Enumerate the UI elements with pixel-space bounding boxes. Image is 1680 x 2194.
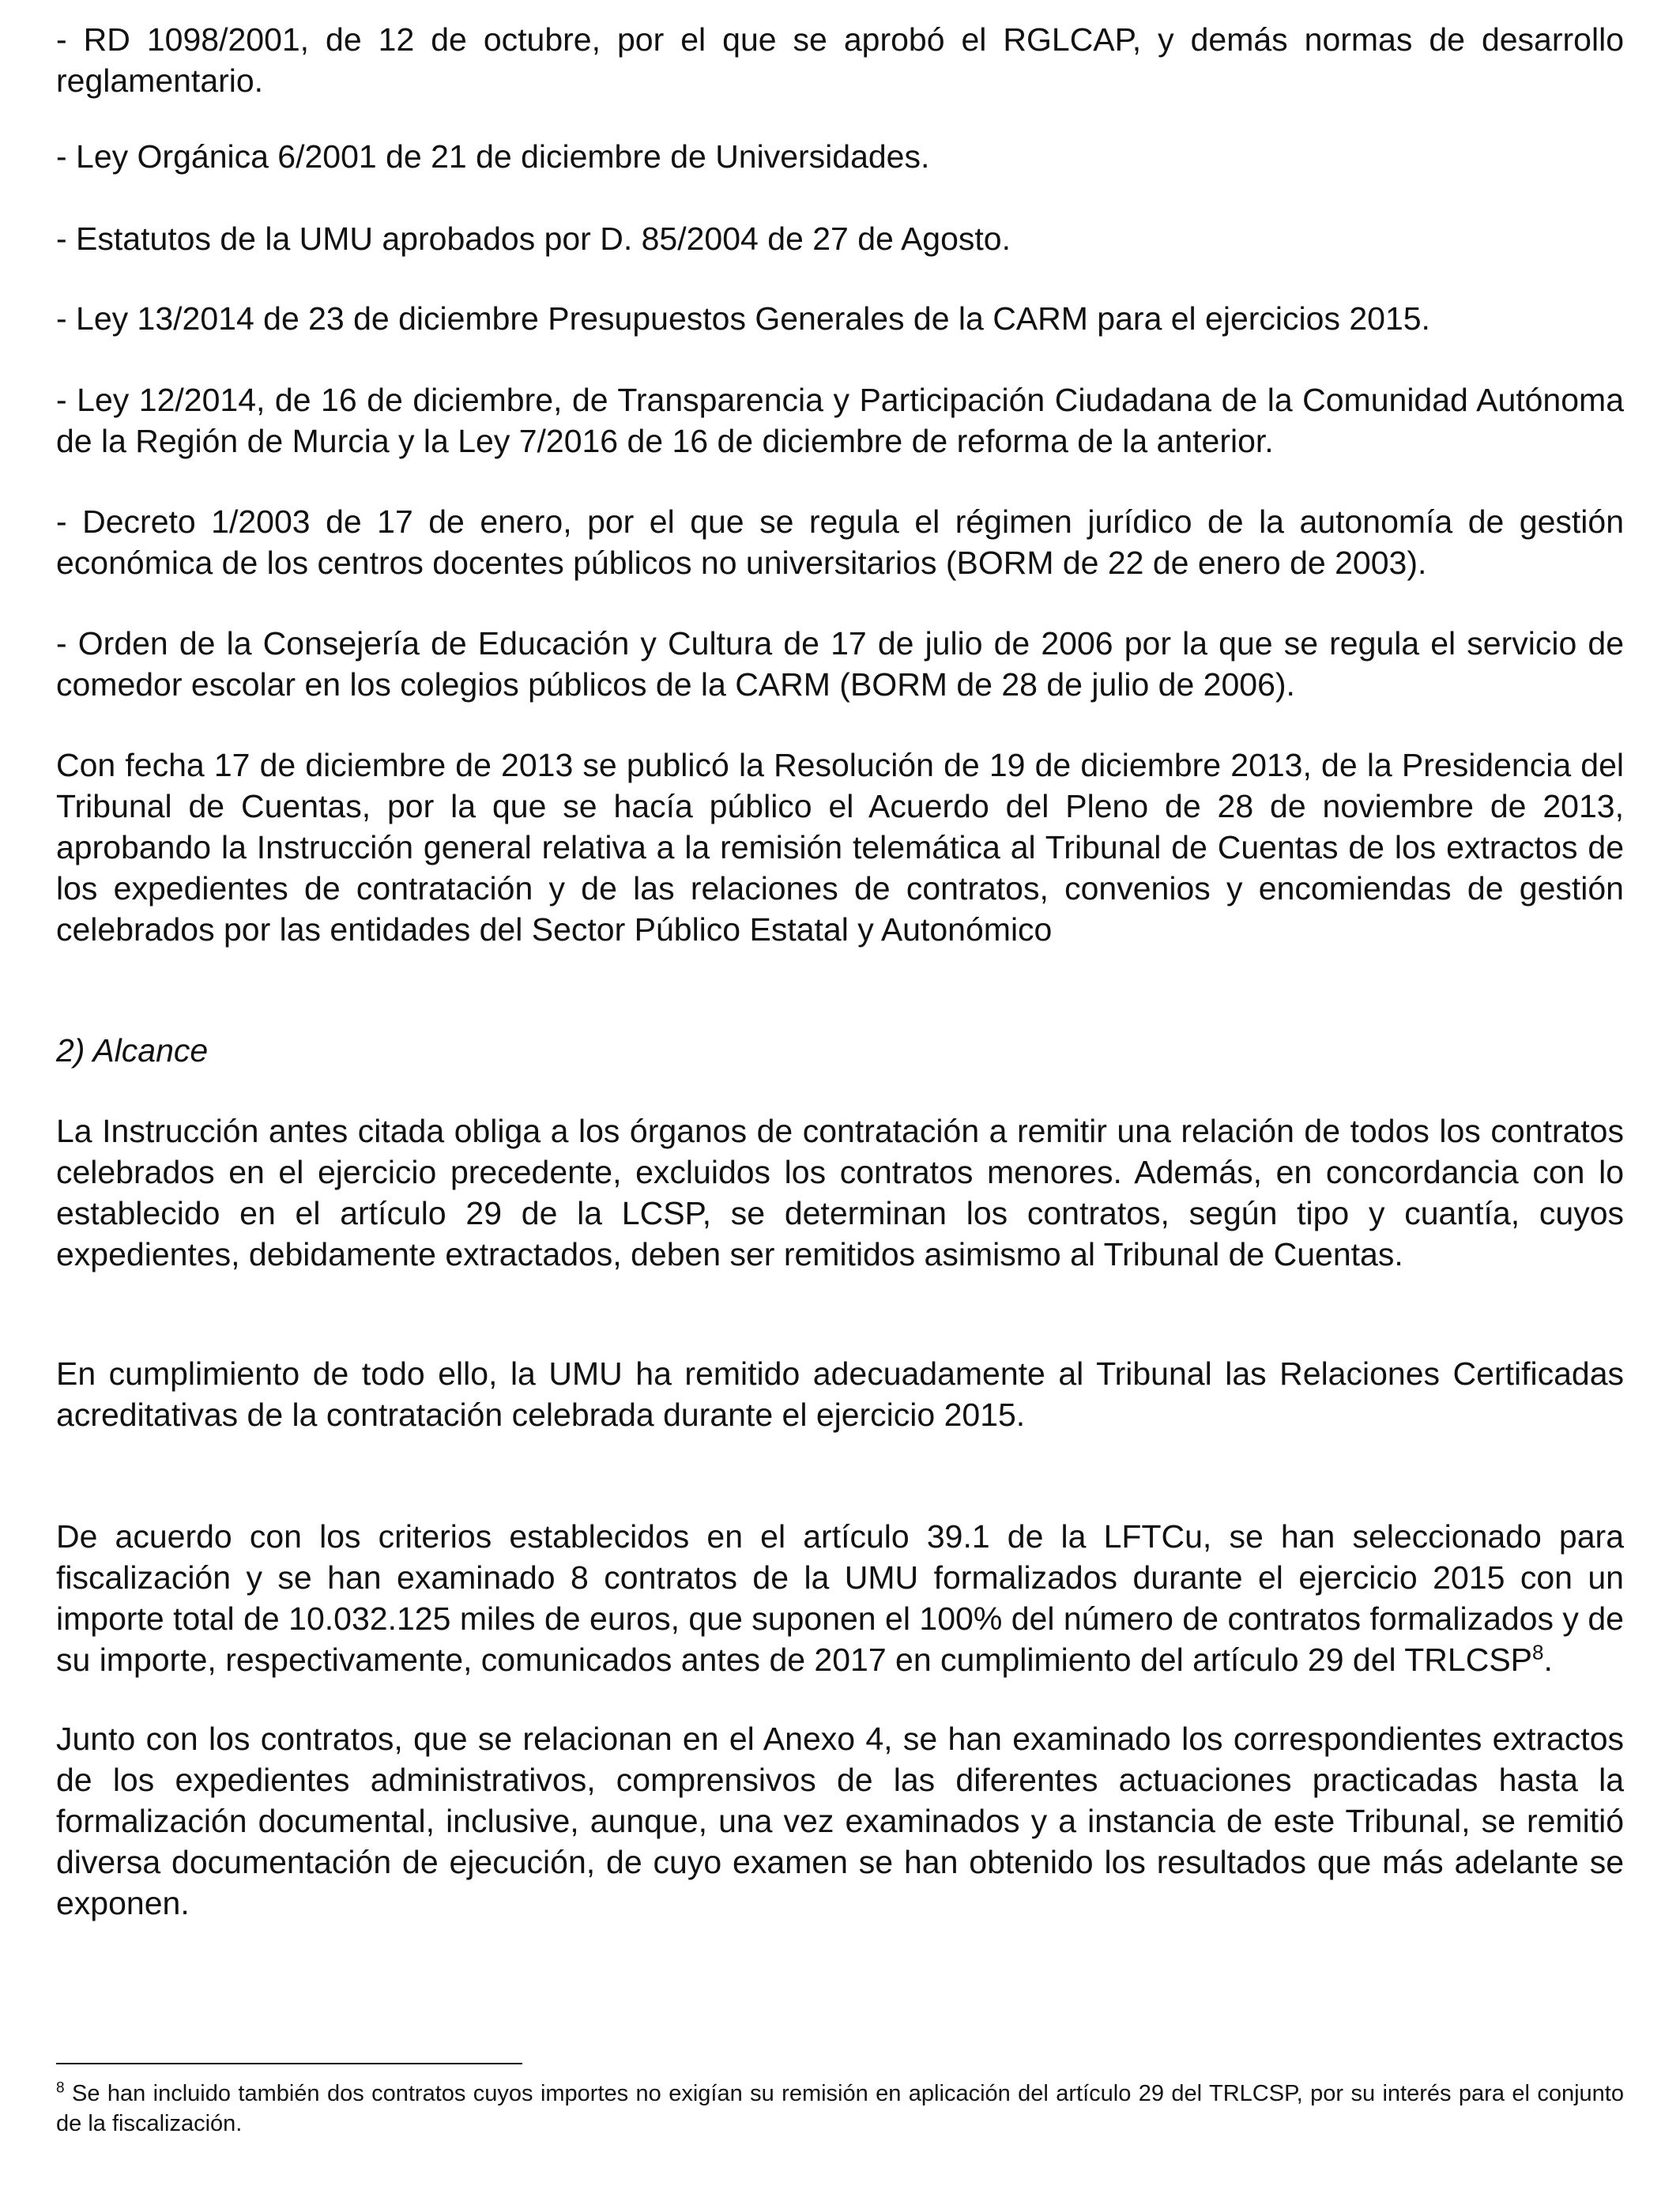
paragraph-criterios-text: De acuerdo con los criterios establecidos en el artículo 39.1 de la LFTCu, se han seleccionado para fiscalización y se han examinado 8 contratos de la UMU formalizados durante el ejercicio 2015 con un importe total de 10.032.125 miles de euros, que suponen el 100% del número de contratos formalizados y de su importe, respectivamente, comunicados antes de 2017 en cumplimiento del artículo 29 del TRLCSP [56, 1518, 1624, 1678]
paragraph-cumplimiento: En cumplimiento de todo ello, la UMU ha remitido adecuadamente al Tribunal las Relaciones Certificadas acreditativas de la contratación celebrada durante el ejercicio 2015. [56, 1355, 1624, 1433]
paragraph-rd-1098-2001: - RD 1098/2001, de 12 de octubre, por el que se aprobó el RGLCAP, y demás normas de desarrollo reglamentario. [56, 21, 1624, 99]
paragraph-criterios-lftcu [56, 1516, 1624, 1680]
paragraph-estatutos-umu: - Estatutos de la UMU aprobados por D. 85/2004 de 27 de Agosto. [56, 221, 1011, 257]
paragraph-instruccion-alcance: La Instrucción antes citada obliga a los órganos de contratación a remitir una relación de todos los contratos celebrados en el ejercicio precedente, excluidos los contratos menores. Además, en concordancia con lo establecido en el artículo 29 de la LCSP, se determinan los contratos, según tipo y cuantía, cuyos expedientes, debidamente extractados, deben ser remitidos asimismo al Tribunal de Cuentas. [56, 1113, 1624, 1272]
section-heading-alcance: 2) Alcance [56, 1032, 209, 1069]
paragraph-criterios-end: . [1543, 1642, 1553, 1678]
paragraph-ley-organica-6-2001: - Ley Orgánica 6/2001 de 21 de diciembre de Universidades. [56, 138, 930, 175]
paragraph-decreto-1-2003: - Decreto 1/2003 de 17 de enero, por el que se regula el régimen jurídico de la autonomía de gestión económica de los centros docentes públicos no universitarios (BORM de 22 de enero de 2003). [56, 503, 1624, 581]
paragraph-anexo-4: Junto con los contratos, que se relacionan en el Anexo 4, se han examinado los correspondientes extractos de los expedientes administrativos, comprensivos de las diferentes actuaciones practicadas hasta la formalización documental, inclusive, aunque, una vez examinados y a instancia de este Tribunal, se remitió diversa documentación de ejecución, de cuyo examen se han obtenido los resultados que más adelante se exponen. [56, 1721, 1624, 1921]
footnote [56, 2079, 1624, 2139]
paragraph-orden-consejeria: - Orden de la Consejería de Educación y Cultura de 17 de julio de 2006 por la que se regula el servicio de comedor escolar en los colegios públicos de la CARM (BORM de 28 de julio de 2006). [56, 625, 1624, 703]
footnote-separator [56, 2063, 522, 2064]
paragraph-ley-12-2014: - Ley 12/2014, de 16 de diciembre, de Transparencia y Participación Ciudadana de la Comunidad Autónoma de la Región de Murcia y la Ley 7/2016 de 16 de diciembre de reforma de la anterior. [56, 382, 1624, 459]
footnote-text: Se han incluido también dos contratos cuyos importes no exigían su remisión en aplicación del artículo 29 del TRLCSP, por su interés para el conjunto de la fiscalización. [56, 2081, 1624, 2136]
paragraph-ley-13-2014: - Ley 13/2014 de 23 de diciembre Presupuestos Generales de la CARM para el ejercicios 2015. [56, 300, 1430, 337]
footnote-number: 8 [56, 2079, 65, 2097]
paragraph-resolucion-tribunal: Con fecha 17 de diciembre de 2013 se publicó la Resolución de 19 de diciembre 2013, de la Presidencia del Tribunal de Cuentas, por la que se hacía público el Acuerdo del Pleno de 28 de noviembre de 2013, aprobando la Instrucción general relativa a la remisión telemática al Tribunal de Cuentas de los extractos de los expedientes de contratación y de las relaciones de contratos, convenios y encomiendas de gestión celebrados por las entidades del Sector Público Estatal y Autonómico [56, 747, 1624, 948]
footnote-reference[interactable]: 8 [1532, 1640, 1544, 1664]
